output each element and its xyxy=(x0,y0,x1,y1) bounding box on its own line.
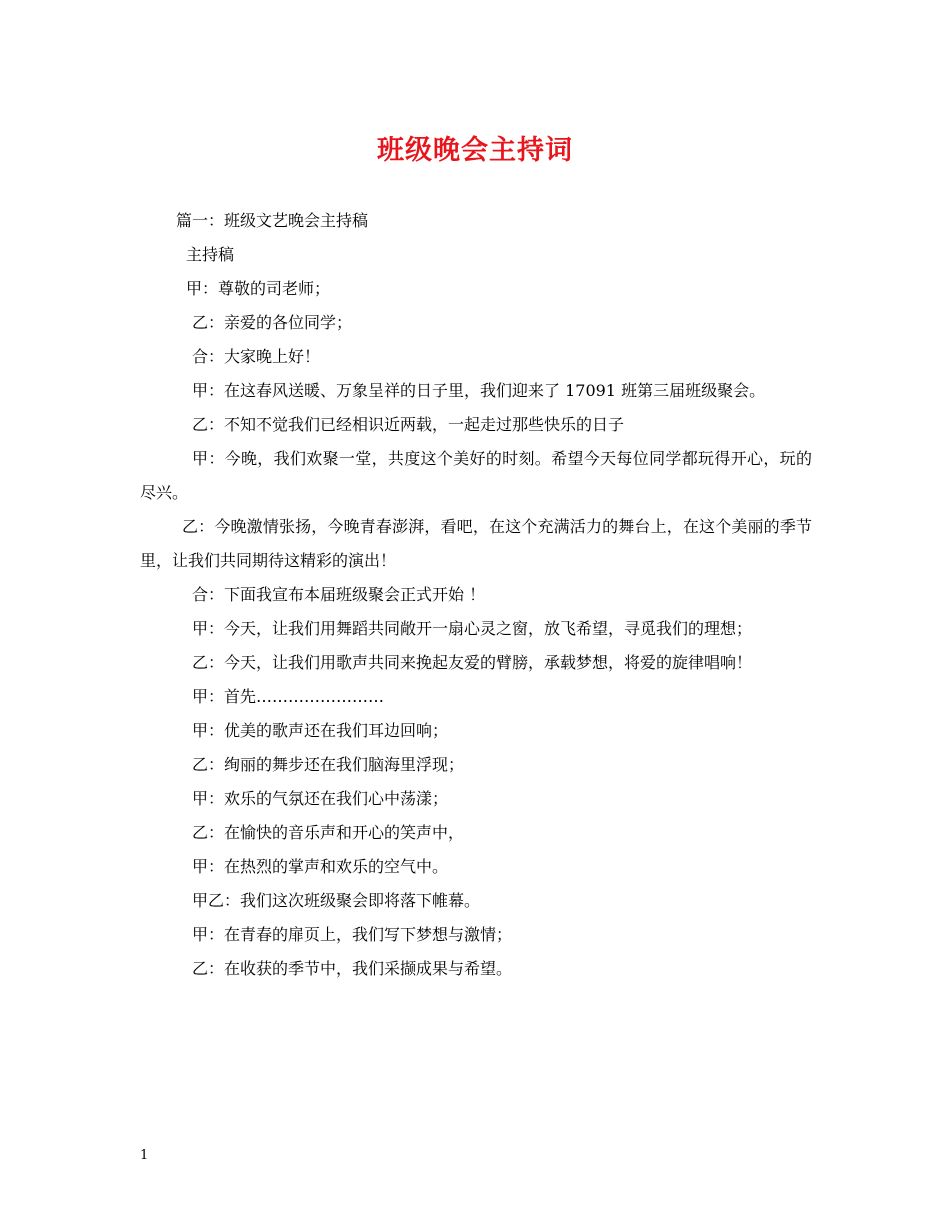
page-number: 1 xyxy=(140,1148,149,1163)
document-paragraph: 篇一：班级文艺晚会主持稿 xyxy=(176,211,369,230)
document-paragraph: 甲：在青春的扉页上，我们写下梦想与激情； xyxy=(192,925,513,944)
document-paragraph: 甲：今天，让我们用舞蹈共同敞开一扇心灵之窗，放飞希望，寻觅我们的理想； xyxy=(192,619,753,638)
document-paragraph: 甲：今晚，我们欢聚一堂，共度这个美好的时刻。希望今天每位同学都玩得开心，玩的尽兴。 xyxy=(140,449,812,502)
document-paragraph: 乙：今晚激情张扬，今晚青春澎湃，看吧，在这个充满活力的舞台上，在这个美丽的季节里，让我们共同期待这精彩的演出！ xyxy=(140,517,812,570)
document-paragraph: 甲：在热烈的掌声和欢乐的空气中。 xyxy=(192,857,449,876)
document-paragraph: 甲：欢乐的气氛还在我们心中荡漾； xyxy=(192,789,449,808)
document-body xyxy=(140,204,812,986)
document-paragraph: 乙：在收获的季节中，我们采撷成果与希望。 xyxy=(192,959,513,978)
document-paragraph: 主持稿 xyxy=(186,245,235,264)
document-paragraph: 甲：优美的歌声还在我们耳边回响； xyxy=(192,721,449,740)
document-paragraph: 合：下面我宣布本届班级聚会正式开始 ！ xyxy=(192,585,486,604)
document-paragraph: 乙：绚丽的舞步还在我们脑海里浮现； xyxy=(192,755,465,774)
document-paragraph: 甲乙：我们这次班级聚会即将落下帷幕。 xyxy=(192,891,481,910)
document-paragraph: 乙：今天，让我们用歌声共同来挽起友爱的臂膀，承载梦想，将爱的旋律唱响！ xyxy=(192,653,753,672)
document-paragraph: 乙：亲爱的各位同学； xyxy=(192,313,353,332)
document-title: 班级晚会主持词 xyxy=(377,135,573,166)
document-paragraph: 甲：首先…………………… xyxy=(192,687,385,706)
document-paragraph: 合：大家晚上好！ xyxy=(192,347,321,366)
document-paragraph: 乙：在愉快的音乐声和开心的笑声中， xyxy=(192,823,465,842)
document-paragraph: 乙：不知不觉我们已经相识近两载，一起走过那些快乐的日子 xyxy=(192,415,625,434)
document-paragraph: 甲：尊敬的司老师； xyxy=(186,279,331,298)
document-paragraph: 甲：在这春风送暖、万象呈祥的日子里，我们迎来了 17091 班第三届班级聚会。 xyxy=(192,381,766,400)
